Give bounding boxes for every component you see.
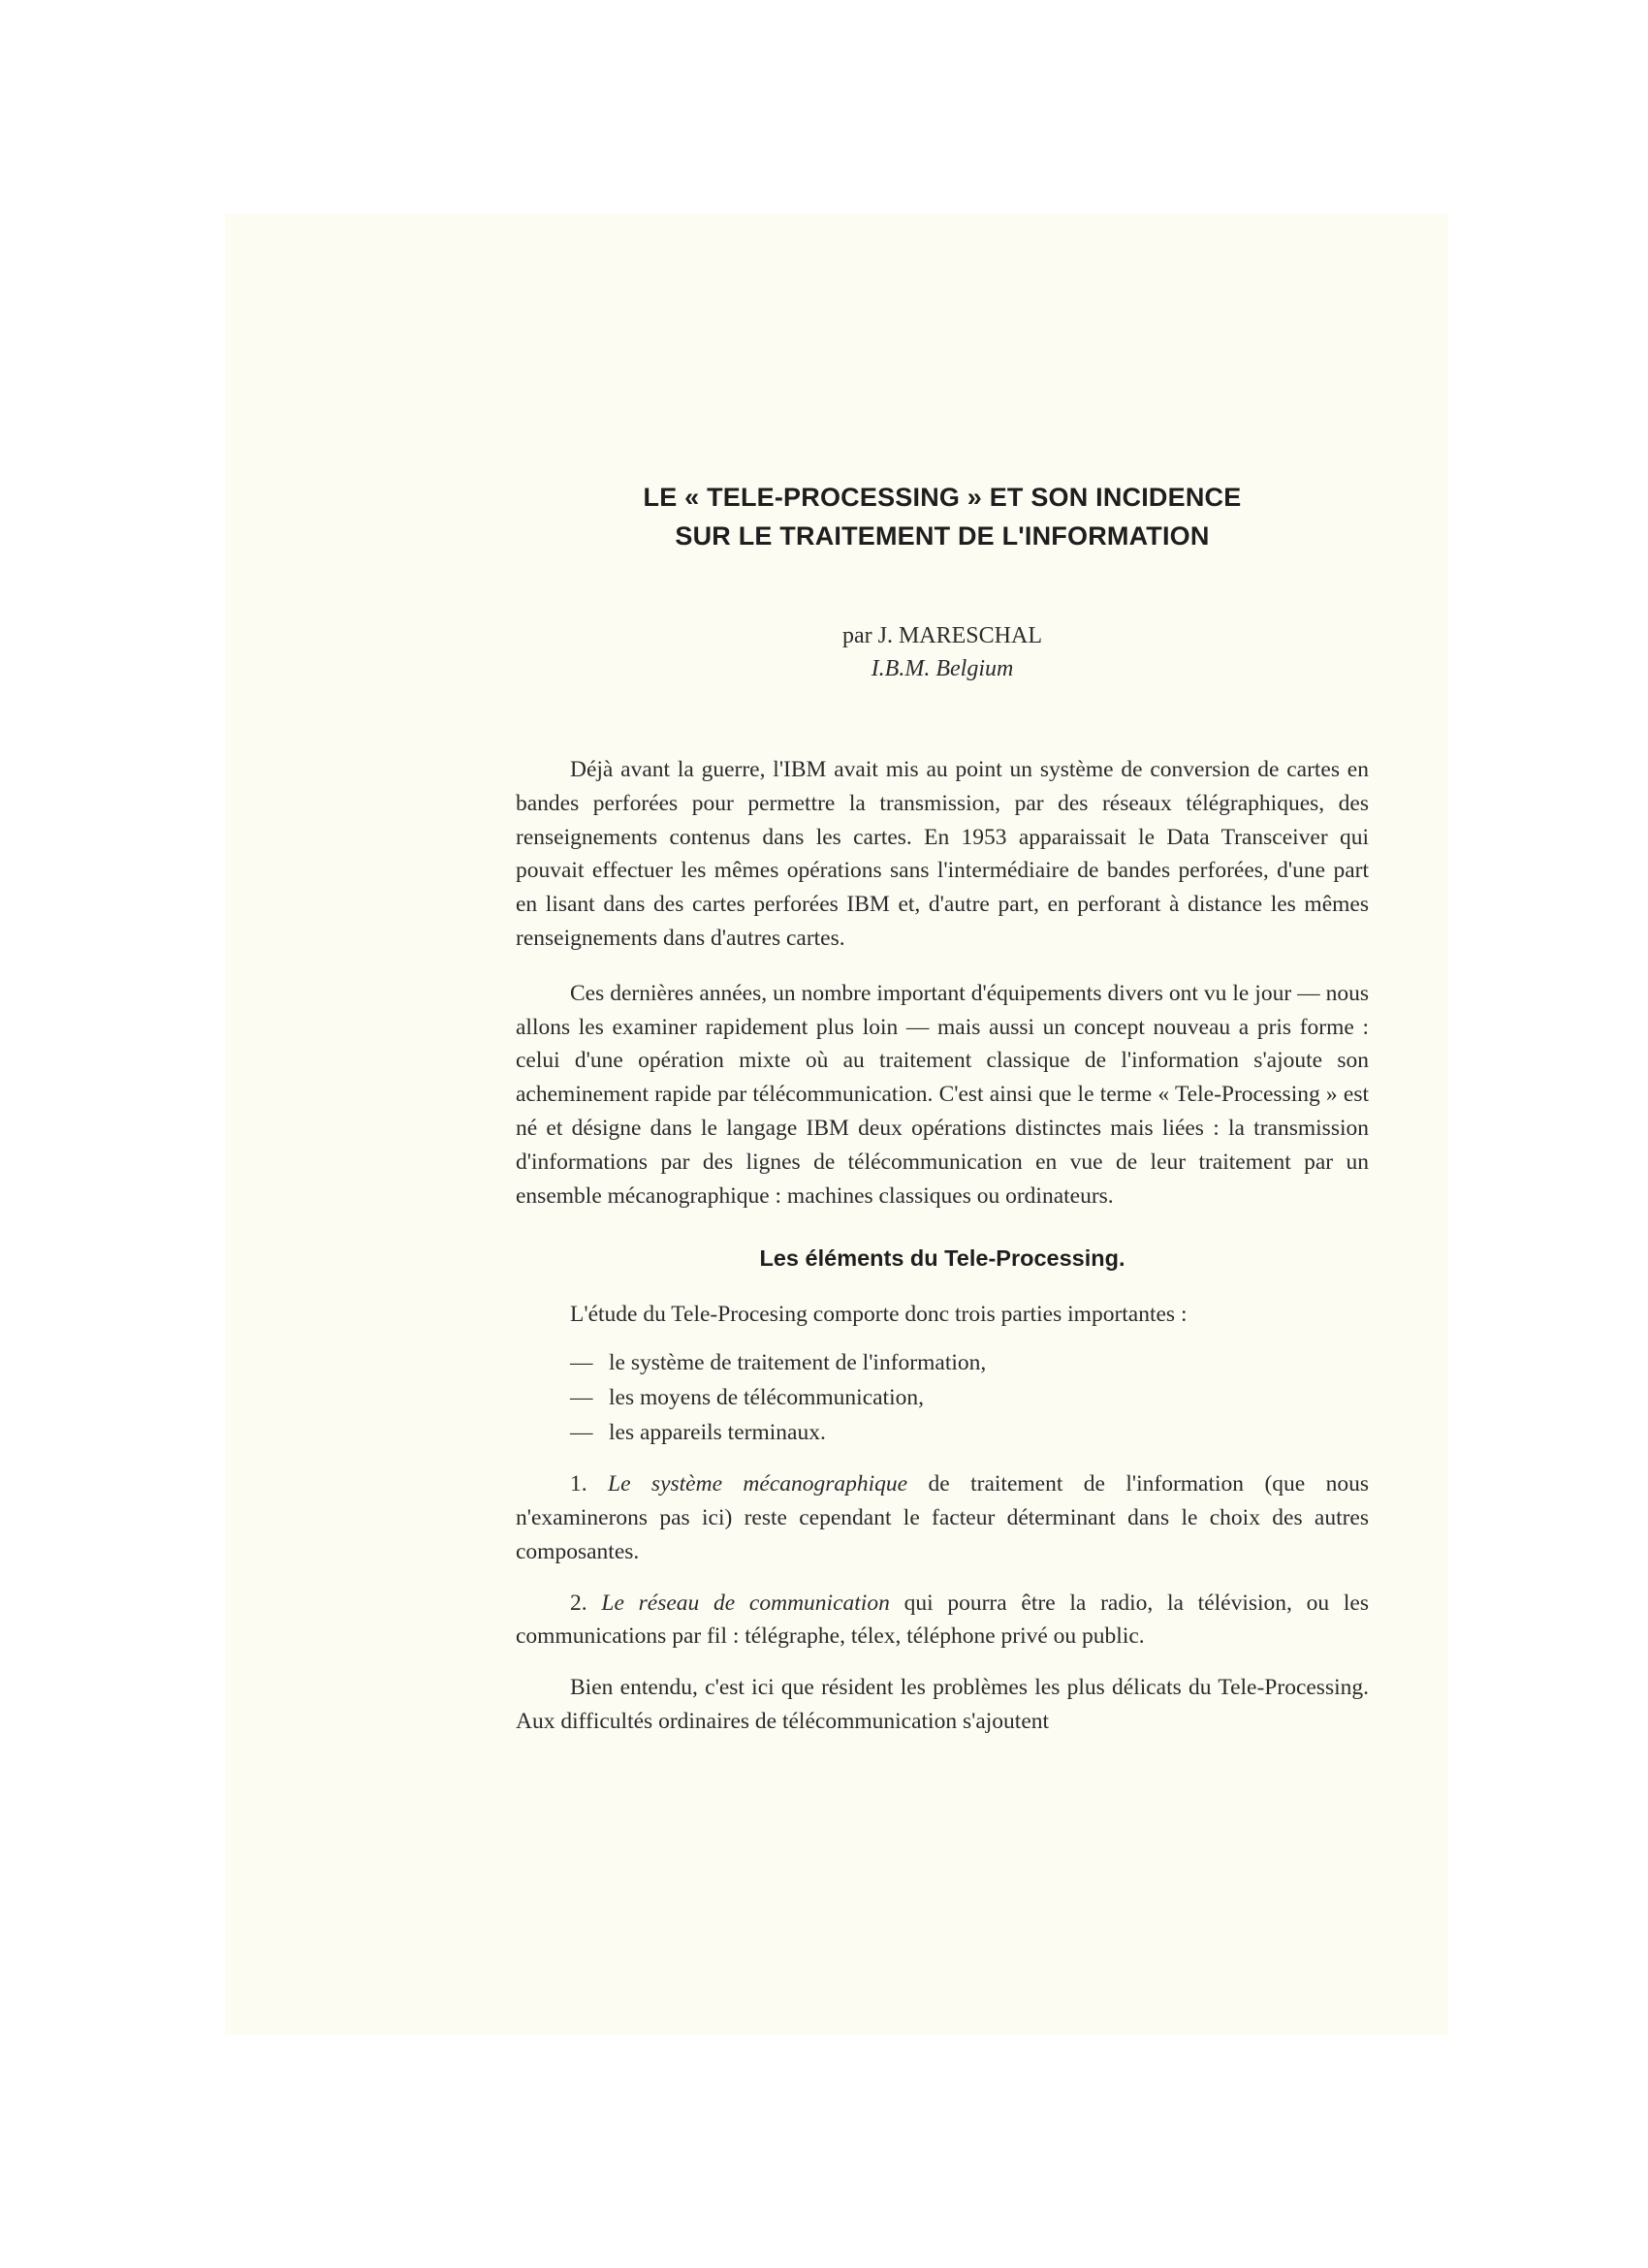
paragraph-2: Ces dernières années, un nombre important d'équipements divers ont vu le jour — nous allons les examiner rapidement plus loin — mais aussi un concept nouveau a pris forme : celui d'une opération mixte où au traitement classique de l'information s'ajoute son acheminement rapide par télécommunication. C'est ainsi que le terme « Tele-Processing » est né et désigne dans le langage IBM deux opérations distinctes mais liées : la transmission d'informations par des lignes de télécommunication en vue de leur traitement par un ensemble mécanographique : machines classiques ou ordinateurs. <box>516 980 1369 1209</box>
item-text: de traitement de l'information (que nous n'examinerons pas ici) reste cependant le facteur déterminant dans le choix des autres composantes. <box>516 1471 1369 1564</box>
list-dash: — <box>570 1420 593 1446</box>
list-item <box>570 1415 1369 1450</box>
author-byline: par J. MARESCHAL <box>841 623 1042 648</box>
list-item-text: le système de traitement de l'information, <box>609 1350 987 1376</box>
list-item <box>570 1345 1369 1380</box>
section-heading: Les éléments du Tele-Processing. <box>759 1245 1125 1272</box>
article-title <box>516 478 1369 555</box>
title-line-1: LE « TELE-PROCESSING » ET SON INCIDENCE <box>643 483 1242 512</box>
item-number: 1. <box>570 1471 587 1497</box>
list-item <box>570 1380 1369 1415</box>
list-item-text: les moyens de télécommunication, <box>609 1385 924 1411</box>
item-text: qui pourra être la radio, la télévision, ou les communications par fil : télégraphe, télex, téléphone privé ou public. <box>516 1590 1370 1650</box>
item-emphasis: Le réseau de communication <box>601 1590 890 1616</box>
list-item-text: les appareils terminaux. <box>609 1420 826 1446</box>
section-intro: L'étude du Tele-Procesing comporte donc trois parties importantes : <box>570 1302 1188 1328</box>
numbered-item-2 <box>516 1587 1369 1654</box>
numbered-item-1 <box>516 1467 1369 1568</box>
list-dash: — <box>570 1385 593 1411</box>
paragraph-last: Bien entendu, c'est ici que résident les problèmes les plus délicats du Tele-Processing. Aux difficultés ordinaires de télécommunication s'ajoutent <box>516 1675 1369 1734</box>
author-affiliation: I.B.M. Belgium <box>871 656 1014 681</box>
list-dash: — <box>570 1350 593 1376</box>
paragraph-1: Déjà avant la guerre, l'IBM avait mis au point un système de conversion de cartes en bandes perforées pour permettre la transmission, par des réseaux télégraphiques, des renseignements contenus dans les cartes. En 1953 apparaissait le Data Transceiver qui pouvait effectuer les mêmes opérations sans l'intermédiaire de bandes perforées, d'une part en lisant dans des cartes perforées IBM et, d'autre part, en perforant à distance les mêmes renseignements dans d'autres cartes. <box>516 757 1369 951</box>
components-list <box>516 1345 1369 1450</box>
item-number: 2. <box>570 1590 587 1616</box>
article <box>516 478 1369 1739</box>
title-line-2: SUR LE TRAITEMENT DE L'INFORMATION <box>675 521 1210 551</box>
item-emphasis: Le système mécanographique <box>608 1471 908 1497</box>
